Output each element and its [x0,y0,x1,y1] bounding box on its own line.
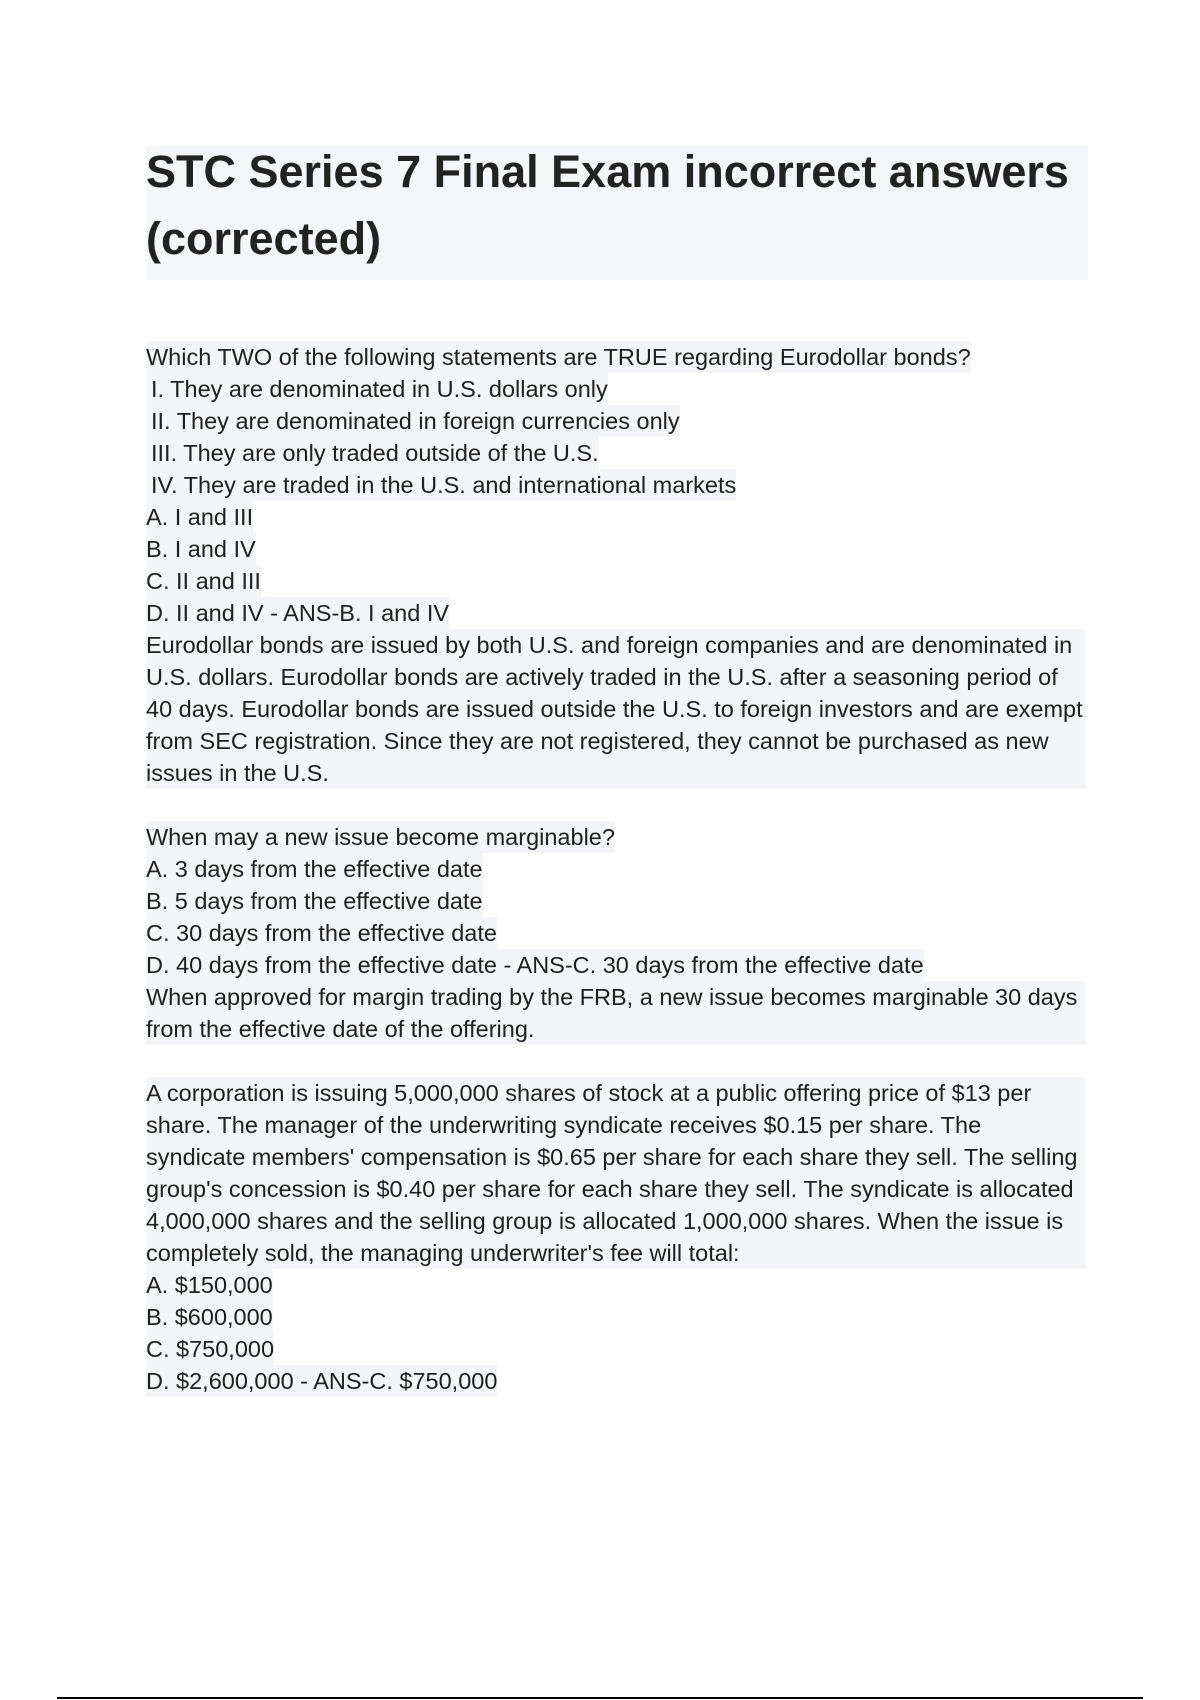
question-3-prompt: A corporation is issuing 5,000,000 shares of stock at a public offering price of $13 per share. The manager of the underwriting syndicate receives $0.15 per share. The syndicate members' compensation is $0.65 per share for each share they sell. The selling group's concession is $0.40 per share for each share they sell. The syndicate is allocated 4,000,000 shares and the selling group is allocated 1,000,000 shares. When the issue is completely sold, the managing underwriter's fee will total: [146,1077,1086,1269]
question-1-option-c: C. II and III [146,565,261,597]
question-3-option-c: C. $750,000 [146,1333,274,1365]
document-title: STC Series 7 Final Exam incorrect answers (corrected) [146,146,1069,264]
question-1-statement-2: II. They are denominated in foreign currencies only [146,405,680,437]
question-1-explanation: Eurodollar bonds are issued by both U.S. and foreign companies and are denominated in U.S. dollars. Eurodollar bonds are actively traded in the U.S. after a seasoning period of 40 days. Eurodollar bonds are issued outside the U.S. to foreign investors and are exempt from SEC registration. Since they are not registered, they cannot be purchased as new issues in the U.S. [146,629,1086,789]
question-2-option-b: B. 5 days from the effective date [146,885,483,917]
question-1-statement-4: IV. They are traded in the U.S. and international markets [146,469,736,501]
question-3 [146,1077,1091,1397]
question-2-option-d-answer: D. 40 days from the effective date - ANS-C. 30 days from the effective date [146,949,924,981]
document-body [146,341,1091,1397]
question-1-statement-1: I. They are denominated in U.S. dollars only [146,373,608,405]
question-3-option-b: B. $600,000 [146,1301,273,1333]
question-1 [146,341,1091,789]
question-1-option-a: A. I and III [146,501,253,533]
question-1-statement-3: III. They are only traded outside of the U.S. [146,437,599,469]
footer-divider [57,1697,1143,1699]
question-2-explanation: When approved for margin trading by the FRB, a new issue becomes marginable 30 days from the effective date of the offering. [146,981,1086,1045]
question-1-option-d-answer: D. II and IV - ANS-B. I and IV [146,597,449,629]
question-2-prompt: When may a new issue become marginable? [146,821,615,853]
question-2 [146,821,1091,1045]
question-1-option-b: B. I and IV [146,533,256,565]
question-2-option-c: C. 30 days from the effective date [146,917,497,949]
question-1-prompt: Which TWO of the following statements are TRUE regarding Eurodollar bonds? [146,341,971,373]
question-2-option-a: A. 3 days from the effective date [146,853,483,885]
question-3-option-a: A. $150,000 [146,1269,273,1301]
question-3-option-d-answer: D. $2,600,000 - ANS-C. $750,000 [146,1365,497,1397]
